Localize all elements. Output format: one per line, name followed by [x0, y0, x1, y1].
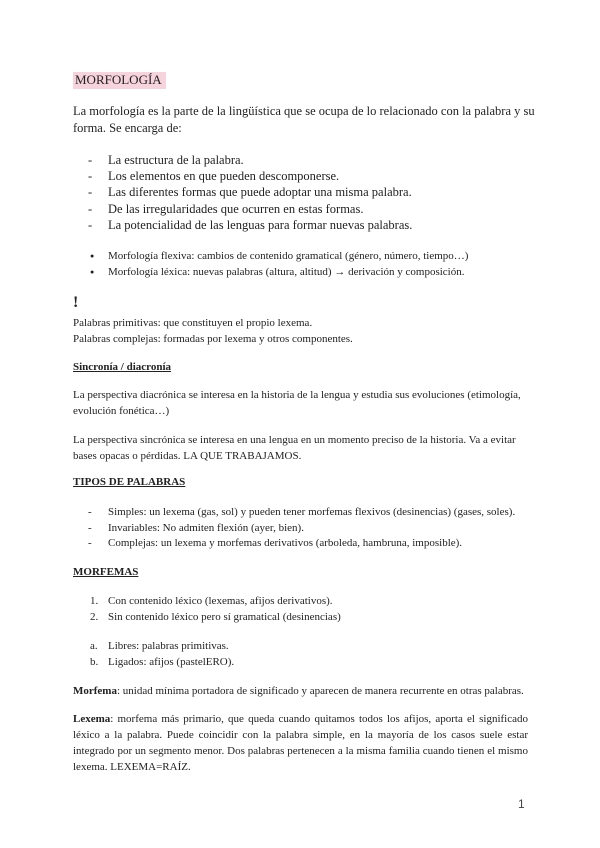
list-item: ● Morfología flexiva: cambios de contenido gramatical (género, número, tiempo…): [90, 248, 468, 264]
list-item: - La potencialidad de las lenguas para formar nuevas palabras.: [88, 217, 412, 233]
morpheme-term: Morfema: [73, 685, 117, 697]
primitive-words-def: Palabras primitivas: que constituyen el propio lexema.: [73, 317, 313, 329]
list-marker: 1.: [90, 595, 99, 607]
tasks-list: [88, 152, 412, 233]
list-item: [90, 610, 341, 626]
list-item: - Las diferentes formas que puede adoptar una misma palabra.: [88, 184, 412, 200]
lexeme-definition: [73, 711, 528, 775]
list-item: - Los elementos en que pueden descomponerse.: [88, 168, 412, 184]
intro-line-1: La morfología es la parte de la lingüística que se ocupa de lo relacionado con la palabra y su: [73, 104, 535, 118]
word-types-heading: TIPOS DE PALABRAS: [73, 476, 186, 488]
exclamation-mark: !: [73, 294, 79, 311]
morpheme-definition: [73, 683, 524, 699]
lexeme-term: Lexema: [73, 713, 111, 725]
list-marker: b.: [90, 655, 99, 668]
list-item: [90, 594, 341, 610]
list-item: [90, 655, 234, 671]
list-item: - La estructura de la palabra.: [88, 152, 412, 168]
list-marker: a.: [90, 640, 98, 652]
page-number: 1: [518, 797, 525, 811]
morphemes-numbered-list: [90, 594, 341, 625]
morphemes-lettered-list: [90, 639, 234, 670]
diachronic-paragraph: La perspectiva diacrónica se interesa en la historia de la lengua y estudia sus evoluciones (etimología, evolución fonética…): [73, 389, 521, 417]
page-title: MORFOLOGÍA: [73, 72, 166, 89]
synchronic-paragraph: La perspectiva sincrónica se interesa en una lengua en un momento preciso de la historia. Va a evitar bases opacas o pérdidas. LA QUE TRABAJAMOS.: [73, 434, 516, 462]
morpheme-definition-text: : unidad mínima portadora de significado y aparecen de manera recurrente en otras palabras.: [116, 685, 524, 697]
list-item: - Complejas: un lexema y morfemas derivativos (arboleda, hambruna, imposible).: [88, 536, 515, 552]
list-item: ● Morfología léxica: nuevas palabras (altura, altitud) → derivación y composición.: [90, 264, 468, 280]
list-item-text: Sin contenido léxico pero sí gramatical (desinencias): [108, 610, 341, 623]
list-marker: 2.: [90, 610, 99, 623]
morphemes-heading: MORFEMAS: [73, 566, 139, 578]
list-item: - Invariables: No admiten flexión (ayer, bien).: [88, 521, 515, 537]
intro-line-2: forma. Se encarga de:: [73, 121, 182, 135]
list-item-text: Con contenido léxico (lexemas, afijos derivativos).: [108, 595, 333, 607]
lexeme-definition-text: : morfema más primario, que queda cuando quitamos todos los afijos, aporta el significado léxico a la palabra. Puede coincidir con la palabra simple, en la mayoría de los casos suele estar integrado por un segmento menor. Dos palabras pertenecen a la misma familia cuando tienen el mismo lexema. LEXEMA=RAÍZ.: [73, 713, 528, 773]
morphology-types-list: [90, 248, 468, 280]
list-item-text: Libres: palabras primitivas.: [108, 640, 229, 652]
word-types-list: [88, 505, 515, 552]
list-item: [90, 639, 234, 655]
list-item-text: Ligados: afijos (pastelERO).: [108, 655, 235, 668]
list-item: - De las irregularidades que ocurren en estas formas.: [88, 201, 412, 217]
sync-diachrony-heading: Sincronía / diacronía: [73, 361, 172, 373]
complex-words-def: Palabras complejas: formadas por lexema y otros componentes.: [73, 333, 353, 345]
list-item: - Simples: un lexema (gas, sol) y pueden tener morfemas flexivos (desinencias) (gases, soles).: [88, 505, 515, 521]
